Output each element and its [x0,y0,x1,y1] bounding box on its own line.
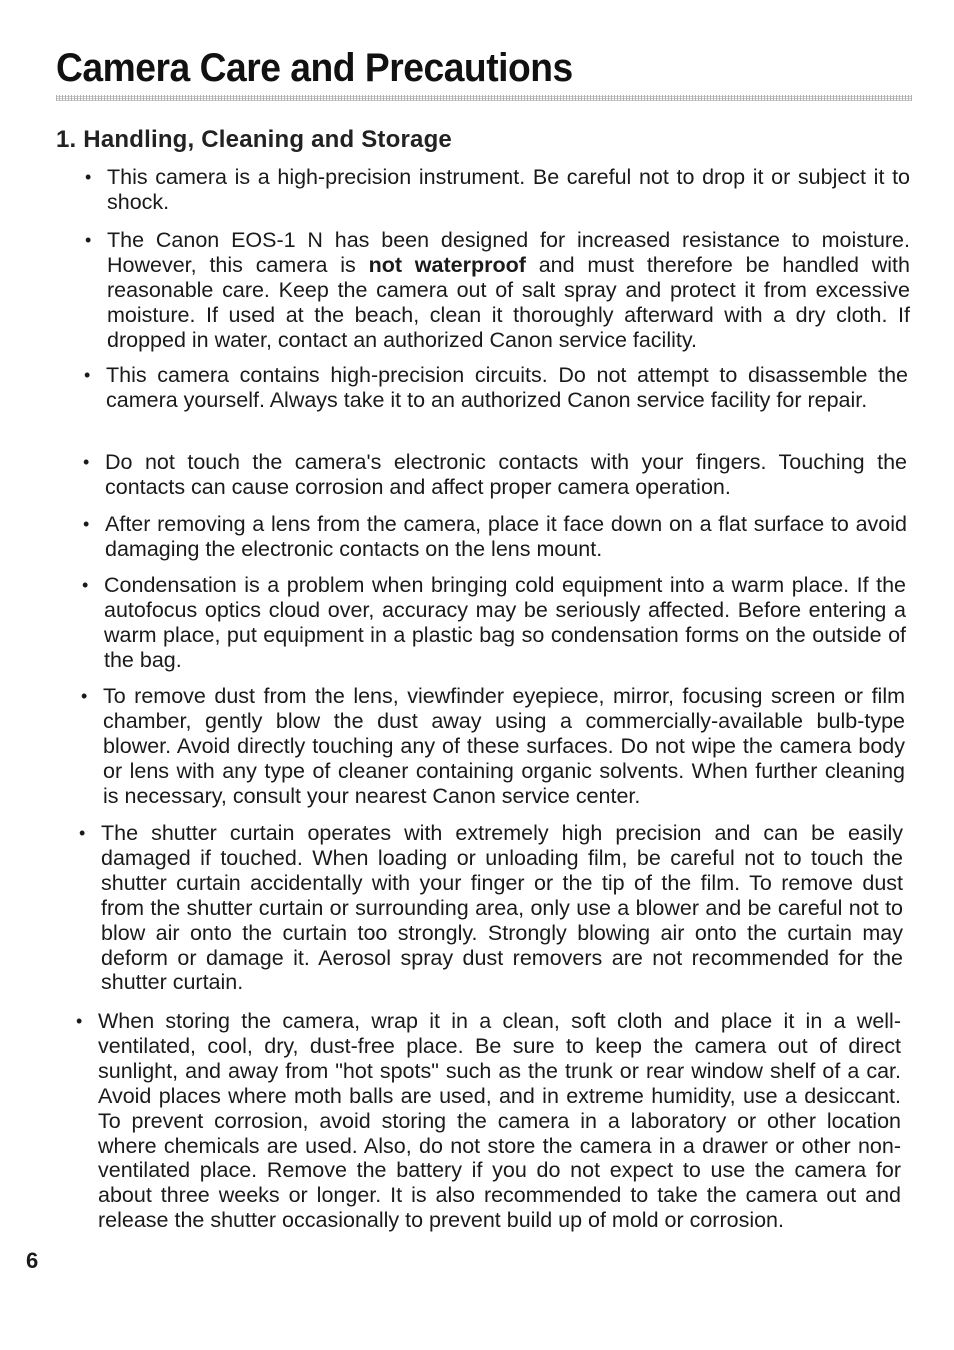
list-item [83,512,907,562]
bullet-icon: • [79,823,86,843]
bullet-icon: • [76,1011,83,1031]
list-item-text: Do not touch the camera's electronic contacts with your fingers. Touching the contacts can cause corrosion and affect proper camera operation. [105,450,907,499]
list-item [82,573,906,673]
list-item-text: This camera contains high-precision circuits. Do not attempt to disassemble the camera yourself. Always take it to an authorized Canon service facility for repair. [106,363,908,412]
list-item [85,228,910,353]
list-item-text: After removing a lens from the camera, place it face down on a flat surface to avoid damaging the electronic contacts on the lens mount. [105,512,907,561]
page-title: Camera Care and Precautions [56,46,573,90]
title-divider [56,95,912,101]
bullet-icon: • [85,167,92,187]
bullet-icon: • [84,365,91,385]
list-item [79,821,903,995]
list-item [85,165,910,215]
bullet-icon: • [81,686,88,706]
list-item [76,1009,901,1233]
list-item-text: When storing the camera, wrap it in a clean, soft cloth and place it in a well-ventilated, cool, dry, dust-free place. Be sure to keep the camera out of direct sunlight, and away from "hot spots" such as the trunk or rear window shelf of a car. Avoid places where moth balls are used, and in extreme humidity, use a desiccant. To prevent corrosion, avoid storing the camera in a laboratory or other location where chemicals are used. Also, do not store the camera in a drawer or other non-ventilated place. Remove the battery if you do not expect to use the camera for about three weeks or longer. It is also recommended to take the camera out and release the shutter occasionally to prevent build up of mold or corrosion. [98,1009,901,1233]
list-item-text: Condensation is a problem when bringing cold equipment into a warm place. If the autofocus optics cloud over, accuracy may be seriously affected. Before entering a warm place, put equipment in a plastic bag so condensation forms on the outside of the bag. [104,573,906,672]
list-item-text: The Canon EOS-1 N has been designed for increased resistance to moisture. However, this camera is not waterproof and must therefore be handled with reasonable care. Keep the camera out of salt spray and protect it from excessive moisture. If used at the beach, clean it thoroughly afterward with a dry cloth. If dropped in water, contact an authorized Canon service facility. [107,228,910,352]
list-item-text: This camera is a high-precision instrument. Be careful not to drop it or subject it to shock. [107,165,910,214]
list-item-text: To remove dust from the lens, viewfinder eyepiece, mirror, focusing screen or film chamber, gently blow the dust away using a commercially-available bulb-type blower. Avoid directly touching any of these surfaces. Do not wipe the camera body or lens with any type of cleaner containing organic solvents. When further cleaning is necessary, consult your nearest Canon service center. [103,684,905,808]
bullet-icon: • [82,575,89,595]
bullet-icon: • [83,514,90,534]
bullet-icon: • [83,452,90,472]
list-item [81,684,905,809]
section-heading: 1. Handling, Cleaning and Storage [56,126,452,153]
list-item [83,450,907,500]
emphasis-text: not waterproof [368,252,526,277]
list-item [84,363,908,413]
page-number: 6 [26,1248,39,1273]
list-item-text: The shutter curtain operates with extremely high precision and can be easily damaged if touched. When loading or unloading film, be careful not to touch the shutter curtain accidentally with your finger or the tip of the film. To remove dust from the shutter curtain or surrounding area, only use a blower and be careful not to blow air onto the curtain too strongly. Strongly blowing air onto the curtain may deform or damage it. Aerosol spray dust removers are not recommended for the shutter curtain. [101,821,903,995]
bullet-icon: • [85,230,92,250]
